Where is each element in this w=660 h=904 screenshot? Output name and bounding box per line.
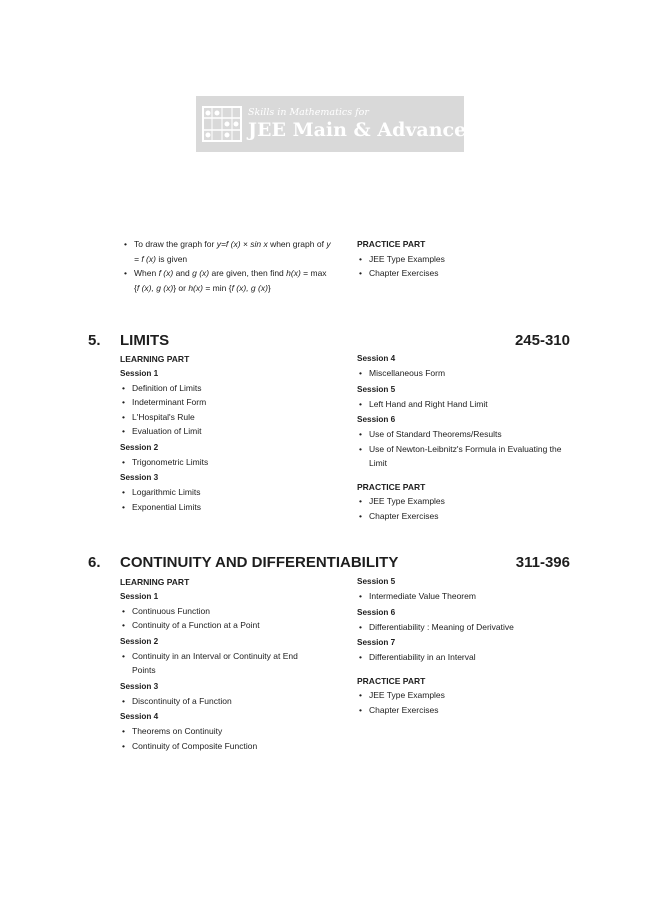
session-heading: Session 3 bbox=[120, 473, 159, 482]
chapter-number: 6. bbox=[88, 554, 101, 571]
session-heading: Session 5 bbox=[357, 577, 396, 586]
chapter-number: 5. bbox=[88, 332, 101, 349]
list-item: • Theorems on Continuity bbox=[120, 724, 340, 739]
list-item: • Continuous Function bbox=[120, 604, 340, 619]
chapter-heading bbox=[88, 553, 570, 573]
session-heading: Session 1 bbox=[120, 591, 159, 601]
banner-subtitle: Skills in Mathematics for bbox=[248, 107, 369, 118]
banner-title: JEE Main & Advanced bbox=[248, 119, 480, 141]
chapter-5-left-column bbox=[120, 352, 340, 514]
practice-heading: PRACTICE PART bbox=[357, 675, 426, 686]
list-item: • To draw the graph for y=f (x) × sin x when graph of y = f (x) is given bbox=[122, 237, 332, 266]
practice-heading: PRACTICE PART bbox=[357, 481, 426, 492]
session-heading: Session 6 bbox=[357, 607, 396, 617]
list-item: • Differentiability : Meaning of Derivative bbox=[357, 620, 577, 635]
practice-heading: PRACTICE PART bbox=[357, 239, 426, 249]
learning-heading: LEARNING PART bbox=[120, 354, 190, 364]
chapter-title: LIMITS bbox=[120, 332, 170, 349]
chapter-6-right-column bbox=[357, 575, 577, 717]
list-item: • Left Hand and Right Hand Limit bbox=[357, 397, 577, 412]
list-item: • Trigonometric Limits bbox=[120, 455, 340, 470]
list-item: • Continuity of Composite Function bbox=[120, 739, 340, 754]
abacus-icon bbox=[202, 103, 242, 145]
list-item: • Chapter Exercises bbox=[357, 703, 577, 718]
session-heading: Session 6 bbox=[357, 415, 396, 424]
list-item: • Use of Standard Theorems/Results bbox=[357, 427, 577, 442]
list-item: • Indeterminant Form bbox=[120, 395, 340, 410]
session-heading: Session 1 bbox=[120, 368, 159, 378]
chapter-6-left-column bbox=[120, 575, 340, 753]
list-item: • Logarithmic Limits bbox=[120, 485, 340, 500]
previous-chapter-tail bbox=[122, 237, 332, 295]
list-item: • Exponential Limits bbox=[120, 500, 340, 515]
chapter-heading bbox=[88, 331, 570, 351]
list-item: • Miscellaneous Form bbox=[357, 366, 577, 381]
list-item: • Chapter Exercises bbox=[357, 266, 567, 281]
session-heading: Session 4 bbox=[120, 712, 159, 721]
list-item: • Intermediate Value Theorem bbox=[357, 589, 577, 604]
list-item: • Use of Newton-Leibnitz's Formula in Evaluating the Limit bbox=[357, 442, 577, 471]
list-item: • Chapter Exercises bbox=[357, 509, 577, 524]
list-item: • JEE Type Examples bbox=[357, 688, 577, 703]
list-item: • JEE Type Examples bbox=[357, 252, 567, 267]
learning-heading: LEARNING PART bbox=[120, 577, 190, 587]
list-item: • Discontinuity of a Function bbox=[120, 694, 340, 709]
session-heading: Session 3 bbox=[120, 681, 159, 691]
session-heading: Session 2 bbox=[120, 636, 159, 646]
session-heading: Session 5 bbox=[357, 384, 396, 394]
list-item: • When f (x) and g (x) are given, then find h(x) = max {f (x), g (x)} or h(x) = min {f (x), g (x)} bbox=[122, 266, 332, 295]
session-heading: Session 4 bbox=[357, 354, 396, 363]
list-item: • Definition of Limits bbox=[120, 381, 340, 396]
list-item: • Differentiability in an Interval bbox=[357, 650, 577, 665]
chapter-pages: 311-396 bbox=[515, 554, 570, 571]
list-item: • Continuity of a Function at a Point bbox=[120, 618, 340, 633]
header-banner bbox=[196, 96, 480, 152]
chapter-title: CONTINUITY AND DIFFERENTIABILITY bbox=[120, 554, 399, 571]
chapter-5-right-column bbox=[357, 352, 577, 523]
list-item: • Continuity in an Interval or Continuity at End Points bbox=[120, 649, 315, 678]
previous-chapter-practice bbox=[357, 237, 567, 281]
session-heading: Session 2 bbox=[120, 442, 159, 452]
list-item: • L'Hospital's Rule bbox=[120, 410, 340, 425]
chapter-pages: 245-310 bbox=[514, 332, 570, 349]
session-heading: Session 7 bbox=[357, 638, 396, 647]
list-item: • Evaluation of Limit bbox=[120, 424, 340, 439]
list-item: • JEE Type Examples bbox=[357, 494, 577, 509]
